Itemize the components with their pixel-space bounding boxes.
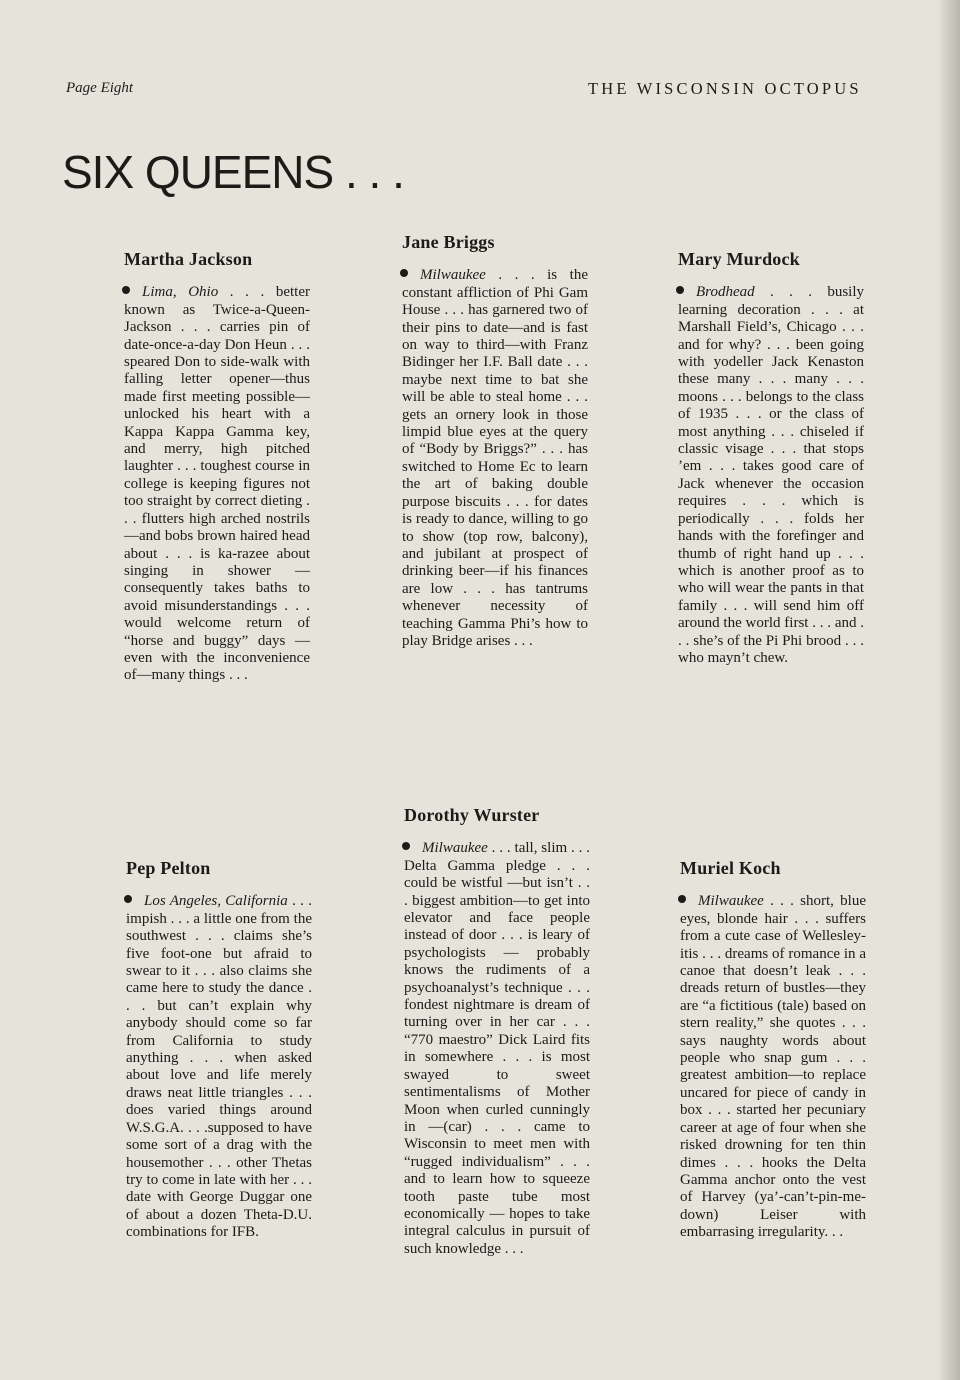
masthead: THE WISCONSIN OCTOPUS xyxy=(588,79,862,98)
profile-text: . . . better known as Twice-a-Queen-Jackson . . . carries pin of date-once-a-day Don Heun . . . speared Don to side-walk with falling letter opener—thus made first meeting possible—unlocked his heart with a Kappa Kappa Gamma key, and merry, high pitched laughter . . . toughest course in college is keeping figures not too straight by correct dieting . . . flutters high arched nostrils—and bobs brown haired head about . . . is ka-razee about singing in shower — consequently takes baths to avoid misunderstandings . . . would welcome return of “horse and buggy” days —even with the inconvenience of—many things . . . xyxy=(124,284,310,684)
profile-name: Muriel Koch xyxy=(680,858,781,878)
profile-text: . . . tall, slim . . . Delta Gamma pledge . . . could be wistful —but isn’t . . . biggest ambition—to get into elevator and face people instead of door . . . is leary of psychologists — probably knows the rudiments of a psychoanalyst’s technique . . . fondest nightmare is dream of turning over in her car . . . “770 maestro” Dick Laird fits in somewhere . . . is most swayed to sweet sentimentalisms of Mother Moon when curled cunningly in —(car) . . . came to Wisconsin to meet men with “rugged individualism” . . . and to learn how to squeeze tooth paste tube most economically — hopes to take integral calculus in pursuit of such knowledge . . . xyxy=(404,840,590,1257)
bullet-icon xyxy=(678,895,686,903)
bullet-icon xyxy=(124,895,132,903)
bullet-icon xyxy=(402,842,410,850)
profile-body xyxy=(126,893,312,1241)
profile-text: . . . busily learning decoration . . . at Marshall Field’s, Chicago . . . and for why? . . . been going with yodeller Jack Kenaston these many . . . many . . . moons . . . belongs to the class of 1935 . . . or the class of most anything . . . chiseled if classic visage . . . that stops ’em . . . takes good care of Jack whenever the occasion requires . . . which is periodically . . . folds her hands with the forefinger and thumb of right hand up . . . which is another proof as to who will wear the pants in that family . . . will send him off around the world first . . . and . . . she’s of the Pi Phi brood . . . who mayn’t chew. xyxy=(678,284,864,666)
profile-place: Milwaukee xyxy=(420,267,486,284)
bullet-icon xyxy=(122,286,130,294)
page-edge-shadow xyxy=(938,0,960,1380)
profile-body xyxy=(678,284,864,667)
profile-text: . . . short, blue eyes, blonde hair . . . suffers from a cute case of Wellesley-itis . . . dreams of romance in a canoe that doesn’t leak . . . dreads return of bustles—they are “a fictitious (tale) based on stern reality,” she quotes . . . says naughty words about people who snap gum . . . greatest ambition—to replace uncared for piece of candy in box . . . started her pecuniary career at age of four when she risked drowning for ten thin dimes . . . hooks the Delta Gamma anchor onto the vest of Harvey (ya’-can’t-pin-me-down) Leiser with embarrasing irregularity. . . xyxy=(680,893,866,1241)
profile-name: Pep Pelton xyxy=(126,858,211,878)
profile-martha-jackson xyxy=(124,251,310,685)
profile-name: Dorothy Wurster xyxy=(404,805,540,825)
profile-body xyxy=(680,893,866,1241)
bullet-icon xyxy=(400,269,408,277)
profile-place: Milwaukee xyxy=(422,840,488,857)
profile-name: Jane Briggs xyxy=(402,232,495,252)
page-number: Page Eight xyxy=(66,80,134,96)
profile-name: Mary Murdock xyxy=(678,249,800,269)
profile-place: Lima, Ohio xyxy=(142,284,219,301)
profile-body xyxy=(124,284,310,684)
profile-place: Milwaukee xyxy=(698,893,764,910)
profile-place: Brodhead xyxy=(696,284,755,301)
profile-place: Los Angeles, California xyxy=(144,893,288,910)
profile-text: . . . impish . . . a little one from the southwest . . . claims she’s five foot-one but afraid to swear to it . . . also claims she came here to study the dance . . . but can’t explain why anybody should come so far from California to study anything . . . when asked about love and life merely draws neat little triangles . . . does varied things around W.S.G.A. . . .supposed to have some sort of a drag with the housemother . . . other Thetas try to come in late with her . . . date with George Duggar one of about a dozen Theta-D.U. combinations for IFB. xyxy=(126,893,313,1241)
article-title: SIX QUEENS . . . xyxy=(62,146,404,198)
profile-body xyxy=(404,840,590,1258)
profile-dorothy-wurster xyxy=(404,807,590,1258)
profile-muriel-koch xyxy=(680,860,866,1242)
bullet-icon xyxy=(676,286,684,294)
profile-text: . . . is the constant affliction of Phi Gam House . . . has garnered two of their pins to date—and is fast on way to third—with Franz Bidinger her I.F. Ball date . . . maybe next time to bat she will be able to steal home . . . gets an ornery look in those limpid blue eyes at the query of “Body by Briggs?” . . . has switched to Home Ec to learn the art of baking double purpose biscuits . . . for dates is ready to dance, willing to go to show (top row, balcony), and jubilant at prospect of drinking beer—if his finances are low . . . has tantrums whenever necessity of teaching Gamma Phi’s how to play Bridge arises . . . xyxy=(402,267,588,649)
profile-pep-pelton xyxy=(126,860,312,1242)
profile-mary-murdock xyxy=(678,251,864,667)
profile-name: Martha Jackson xyxy=(124,249,253,269)
profile-jane-briggs xyxy=(402,234,588,650)
profile-body xyxy=(402,267,588,650)
